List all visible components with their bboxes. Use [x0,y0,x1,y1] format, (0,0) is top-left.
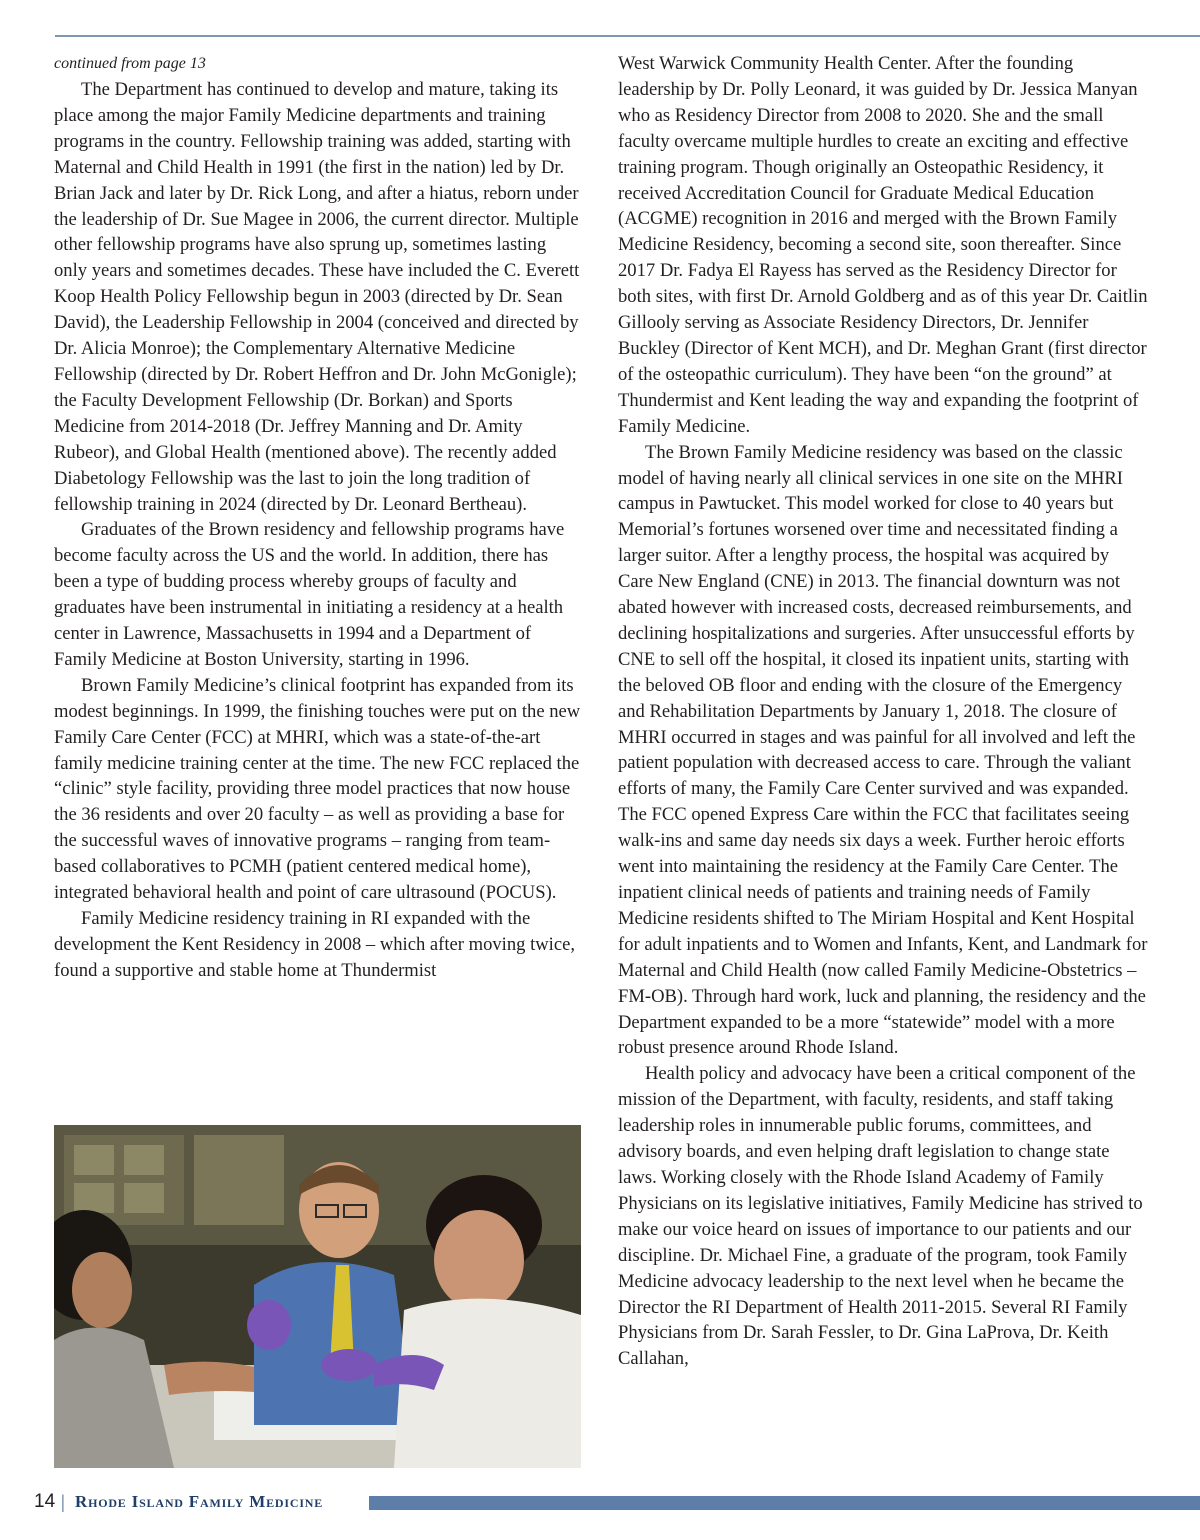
right-paragraph-2: The Brown Family Medicine residency was based on the classic model of having nearly all clinical services in one site on the MHRI campus in Pawtucket. This model worked for close to 40 years but Memorial’s fortunes worsened over time and necessitated finding a larger suitor. After a lengthy process, the hospital was acquired by Care New England (CNE) in 2013. The financial downturn was not abated however with increased costs, decreased reimbursements, and declining hospitalizations and surgeries. After unsuccessful efforts by CNE to sell off the hospital, it closed its inpatient units, starting with the beloved OB floor and ending with the closure of the Emergency and Rehabilitation Departments by January 1, 2018. The closure of MHRI occurred in stages and was painful for all involved and left the patient population with decreased access to care. Through the valiant efforts of many, the Family Care Center survived and was expanded. The FCC opened Express Care within the FCC that facilitates seeing walk-ins and same day needs six days a week. Further heroic efforts went into maintaining the residency at the Family Care Center. The inpatient clinical needs of patients and training needs of Family Medicine residents shifted to The Miriam Hospital and Kent Hospital for adult inpatients and to Women and Infants, Kent, and Landmark for Maternal and Child Health (now called Family Medicine-Obstetrics – FM-OB). Through hard work, luck and planning, the residency and the Department expanded to be a more “statewide” model with a more robust presence around Rhode Island. [618,441,1148,1059]
right-column [618,51,1148,1372]
photo-illustration [54,1125,581,1468]
right-paragraph-1: West Warwick Community Health Center. After the founding leadership by Dr. Polly Leonard, it was guided by Dr. Jessica Manyan who as Residency Director from 2008 to 2020. She and the small faculty overcame multiple hurdles to create an exciting and effective training program. Though originally an Osteopathic Residency, it received Accreditation Council for Graduate Medical Education (ACGME) recognition in 2016 and merged with the Brown Family Medicine Residency, becoming a second site, soon thereafter. Since 2017 Dr. Fadya El Rayess has served as the Residency Director for both sites, with first Dr. Arnold Goldberg and as of this year Dr. Caitlin Gillooly serving as Associate Residency Directors, Dr. Jennifer Buckley (Director of Kent MCH), and Dr. Meghan Grant (first director of the osteopathic curriculum). They have been “on the ground” at Thundermist and Kent leading the way and expanding the footprint of Family Medicine. [618,53,1148,437]
left-paragraph-1: The Department has continued to develop and mature, taking its place among the major Family Medicine departments and training programs in the country. Fellowship training was added, starting with Maternal and Child Health in 1991 (the first in the nation) led by Dr. Brian Jack and later by Dr. Rick Long, and after a hiatus, reborn under the leadership of Dr. Sue Magee in 2006, the current director. Multiple other fellowship programs have also sprung up, sometimes lasting only years and sometimes decades. These have included the C. Everett Koop Health Policy Fellowship begun in 2003 (directed by Dr. Sean David), the Leadership Fellowship in 2004 (conceived and directed by Dr. Alicia Monroe); the Complementary Alternative Medicine Fellowship (directed by Dr. Robert Heffron and Dr. John McGonigle); the Faculty Development Fellowship (Dr. Borkan) and Sports Medicine from 2014-2018 (Dr. Jeffrey Manning and Dr. Amity Rubeor), and Global Health (mentioned above). The recently added Diabetology Fellowship was the last to join the long tradition of fellowship training in 2024 (directed by Dr. Leonard Bertheau). [54,79,580,515]
clinical-training-photo [54,1125,581,1468]
continued-note: continued from page 13 [54,55,206,72]
page-footer [34,1490,1200,1518]
left-paragraph-2: Graduates of the Brown residency and fellowship programs have become faculty across the US and the world. In addition, there has been a type of budding process whereby groups of faculty and graduates have been instrumental in initiating a residency at a health center in Lawrence, Massachusetts in 1994 and a Department of Family Medicine at Boston University, starting in 1996. [54,519,565,670]
right-paragraph-3: Health policy and advocacy have been a critical component of the mission of the Department, with faculty, residents, and staff taking leadership roles in innumerable public forums, committees, and advisory boards, and even helping draft legislation to change state laws. Working closely with the Rhode Island Academy of Family Physicians on its legislative initiatives, Family Medicine has strived to make our voice heard on issues of importance to our patients and our discipline. Dr. Michael Fine, a graduate of the program, took Family Medicine advocacy leadership to the next level when he became the Director the RI Department of Health 2011-2015. Several RI Family Physicians from Dr. Sarah Fessler, to Dr. Gina LaProva, Dr. Keith Callahan, [618,1063,1143,1370]
footer-bar [369,1496,1200,1510]
top-rule [55,35,1200,37]
left-column [54,51,582,984]
publication-title: Rhode Island Family Medicine [75,1492,324,1511]
left-paragraph-3: Brown Family Medicine’s clinical footprint has expanded from its modest beginnings. In 1999, the finishing touches were put on the new Family Care Center (FCC) at MHRI, which was a state-of-the-art family medicine training center at the time. The new FCC replaced the “clinic” style facility, providing three model practices that now house the 36 residents and over 20 faculty – as well as providing a base for the successful waves of innovative programs – ranging from team-based collaboratives to PCMH (patient centered medical home), integrated behavioral health and point of care ultrasound (POCUS). [54,674,581,904]
page-number: 14 [34,1491,56,1512]
left-paragraph-4: Family Medicine residency training in RI expanded with the development the Kent Residency in 2008 – which after moving twice, found a supportive and stable home at Thundermist [54,908,576,981]
footer-separator: | [61,1492,65,1513]
